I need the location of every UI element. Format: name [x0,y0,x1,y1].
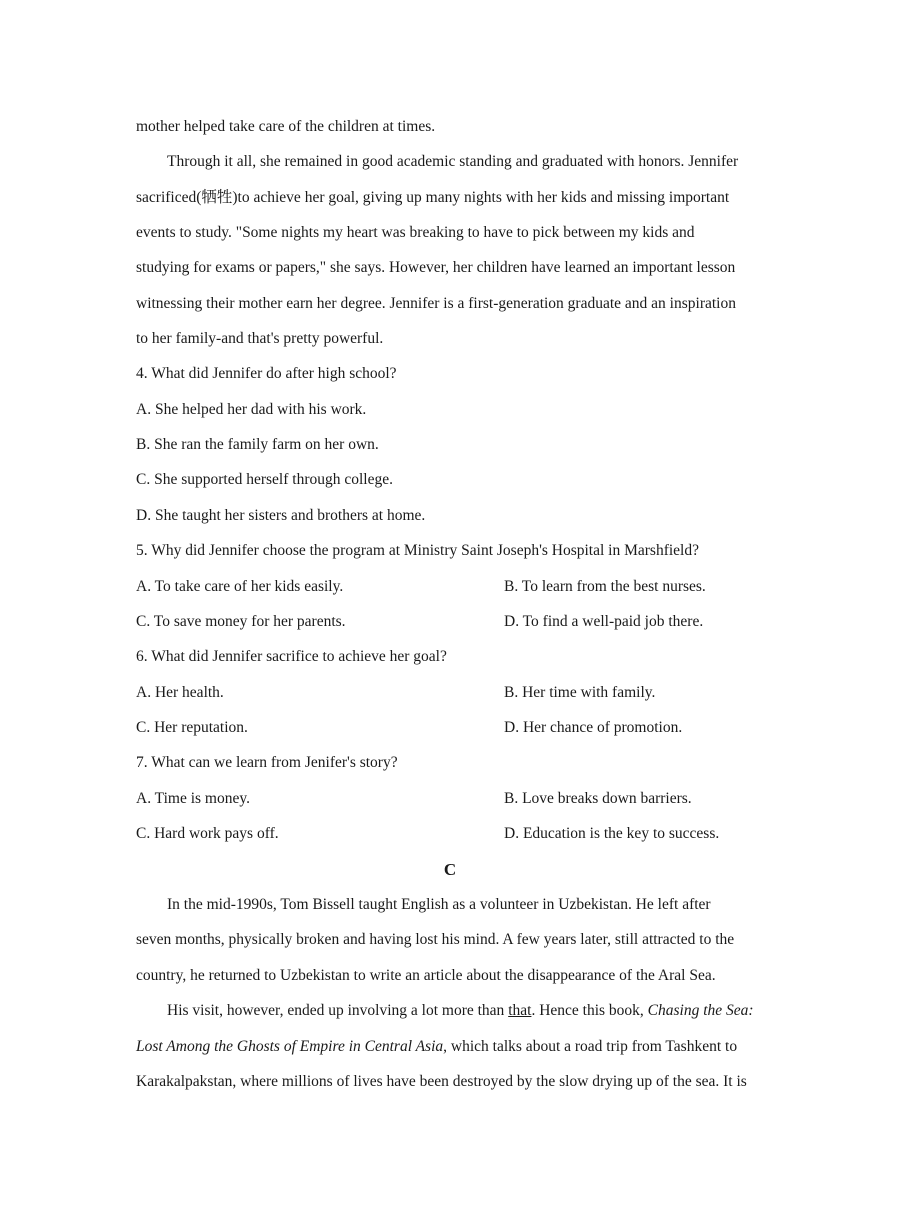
passage-line: to her family-and that's pretty powerful. [136,330,384,347]
passage-line [136,1037,737,1057]
section-heading: C [443,860,457,879]
question-option: A. To take care of her kids easily. [136,578,344,595]
question-option: C. She supported herself through college. [136,471,393,488]
question-option: D. To find a well-paid job there. [504,613,704,630]
passage-line: studying for exams or papers," she says. However, her children have learned an important lesson [136,259,736,276]
question-stem: 6. What did Jennifer sacrifice to achieve her goal? [136,648,447,665]
question-stem: 4. What did Jennifer do after high school? [136,365,397,382]
question-stem: 5. Why did Jennifer choose the program at Ministry Saint Joseph's Hospital in Marshfield? [136,542,699,559]
question-option: A. Her health. [136,684,224,701]
passage-text: , which talks about a road trip from Tashkent to [443,1038,738,1055]
question-option: C. Hard work pays off. [136,825,279,842]
passage-line: events to study. "Some nights my heart was breaking to have to pick between my kids and [136,224,695,241]
question-option: B. Her time with family. [504,684,656,701]
question-option: D. She taught her sisters and brothers at home. [136,507,426,524]
passage-text: His visit, however, ended up involving a lot more than [167,1002,509,1019]
question-option: A. Time is money. [136,790,250,807]
question-option: B. She ran the family farm on her own. [136,436,379,453]
question-option: C. Her reputation. [136,719,248,736]
passage-line: seven months, physically broken and having lost his mind. A few years later, still attracted to the [136,931,735,948]
book-title: Chasing the Sea: [647,1002,754,1019]
question-option: A. She helped her dad with his work. [136,401,367,418]
question-stem: 7. What can we learn from Jenifer's story? [136,754,398,771]
question-option: D. Education is the key to success. [504,825,720,842]
passage-line [167,1001,754,1021]
question-option: C. To save money for her parents. [136,613,346,630]
passage-line: sacrificed(牺牲)to achieve her goal, giving up many nights with her kids and missing important [136,189,730,206]
passage-line: Karakalpakstan, where millions of lives have been destroyed by the slow drying up of the sea. It is [136,1073,747,1090]
passage-line: witnessing their mother earn her degree. Jennifer is a first-generation graduate and an inspiration [136,295,736,312]
passage-line: Through it all, she remained in good academic standing and graduated with honors. Jennifer [167,153,739,170]
passage-text: . Hence this book, [531,1002,648,1019]
book-title: Lost Among the Ghosts of Empire in Central Asia [136,1038,444,1055]
underlined-word: that [508,1002,532,1019]
passage-line: country, he returned to Uzbekistan to write an article about the disappearance of the Aral Sea. [136,967,716,984]
question-option: B. To learn from the best nurses. [504,578,706,595]
passage-line: In the mid-1990s, Tom Bissell taught English as a volunteer in Uzbekistan. He left after [167,896,711,913]
question-option: B. Love breaks down barriers. [504,790,692,807]
question-option: D. Her chance of promotion. [504,719,683,736]
passage-line: mother helped take care of the children at times. [136,118,436,135]
